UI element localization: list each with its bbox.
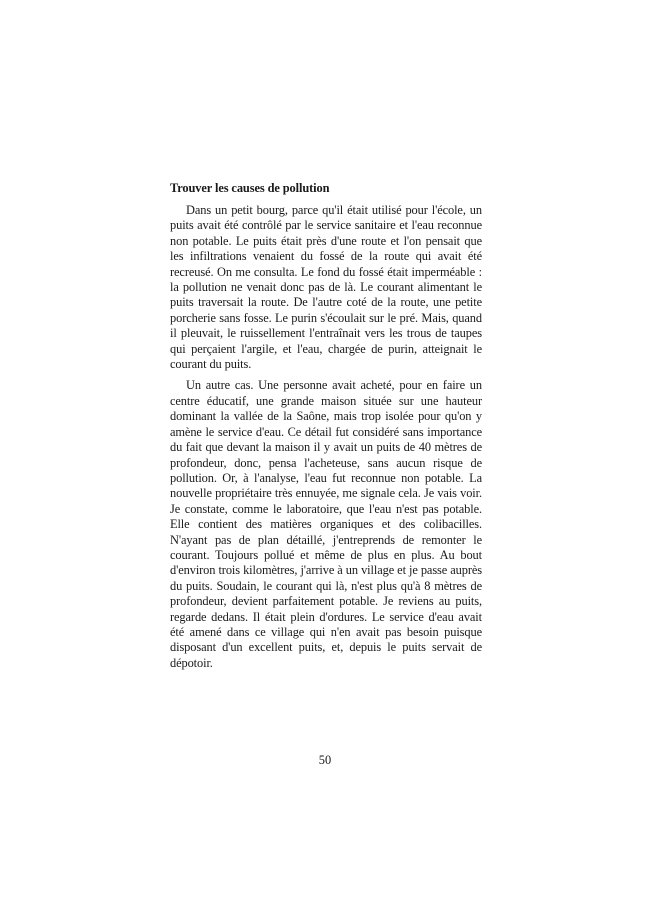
section-heading: Trouver les causes de pollution [170, 181, 330, 195]
paragraph-2: Un autre cas. Une personne avait acheté, pour en faire un centre éducatif, une grande maison située sur une hauteur dominant la vallée de la Saône, mais trop isolée pour qu'on y amène le service d'eau. Ce détail fut considéré sans importance du fait que devant la maison il y avait un puits de 40 mètres de profondeur, donc, pensa l'acheteuse, sans aucun risque de pollution. Or, à l'analyse, l'eau fut reconnue non potable. La nouvelle propriétaire très ennuyée, me signale cela. Je vais voir. Je constate, comme le laboratoire, que l'eau n'est pas potable. Elle contient des matières organiques et des colibacilles. N'ayant pas de plan détaillé, j'entreprends de remonter le courant. Toujours pollué et même de plus en plus. Au bout d'environ trois kilomètres, j'arrive à un village et je passe auprès du puits. Soudain, le courant qui là, n'est plus qu'à 8 mètres de profondeur, devient parfaitement potable. Je reviens au puits, regarde dedans. Il était plein d'ordures. Le service d'eau avait été amené dans ce village qui n'en avait pas besoin puisque disposant d'un excellent puits, et, depuis le puits servait de dépotoir. [170, 378, 482, 670]
text-block [170, 181, 482, 677]
paragraph-1: Dans un petit bourg, parce qu'il était utilisé pour l'école, un puits avait été contrôlé par le service sanitaire et l'eau reconnue non potable. Le puits était près d'une route et l'on pensait que les infiltrations venaient du fossé de la route qui avait été recreusé. On me consulta. Le fond du fossé était imperméable : la pollution ne venait donc pas de là. Le courant alimentant le puits traversait la route. De l'autre coté de la route, une petite porcherie sans fosse. Le purin s'écoulait sur le pré. Mais, quand il pleuvait, le ruissellement l'entraînait vers les trous de taupes qui perçaient l'argile, et l'eau, chargée de purin, atteignait le courant du puits. [170, 203, 482, 372]
page-number: 50 [318, 753, 332, 767]
